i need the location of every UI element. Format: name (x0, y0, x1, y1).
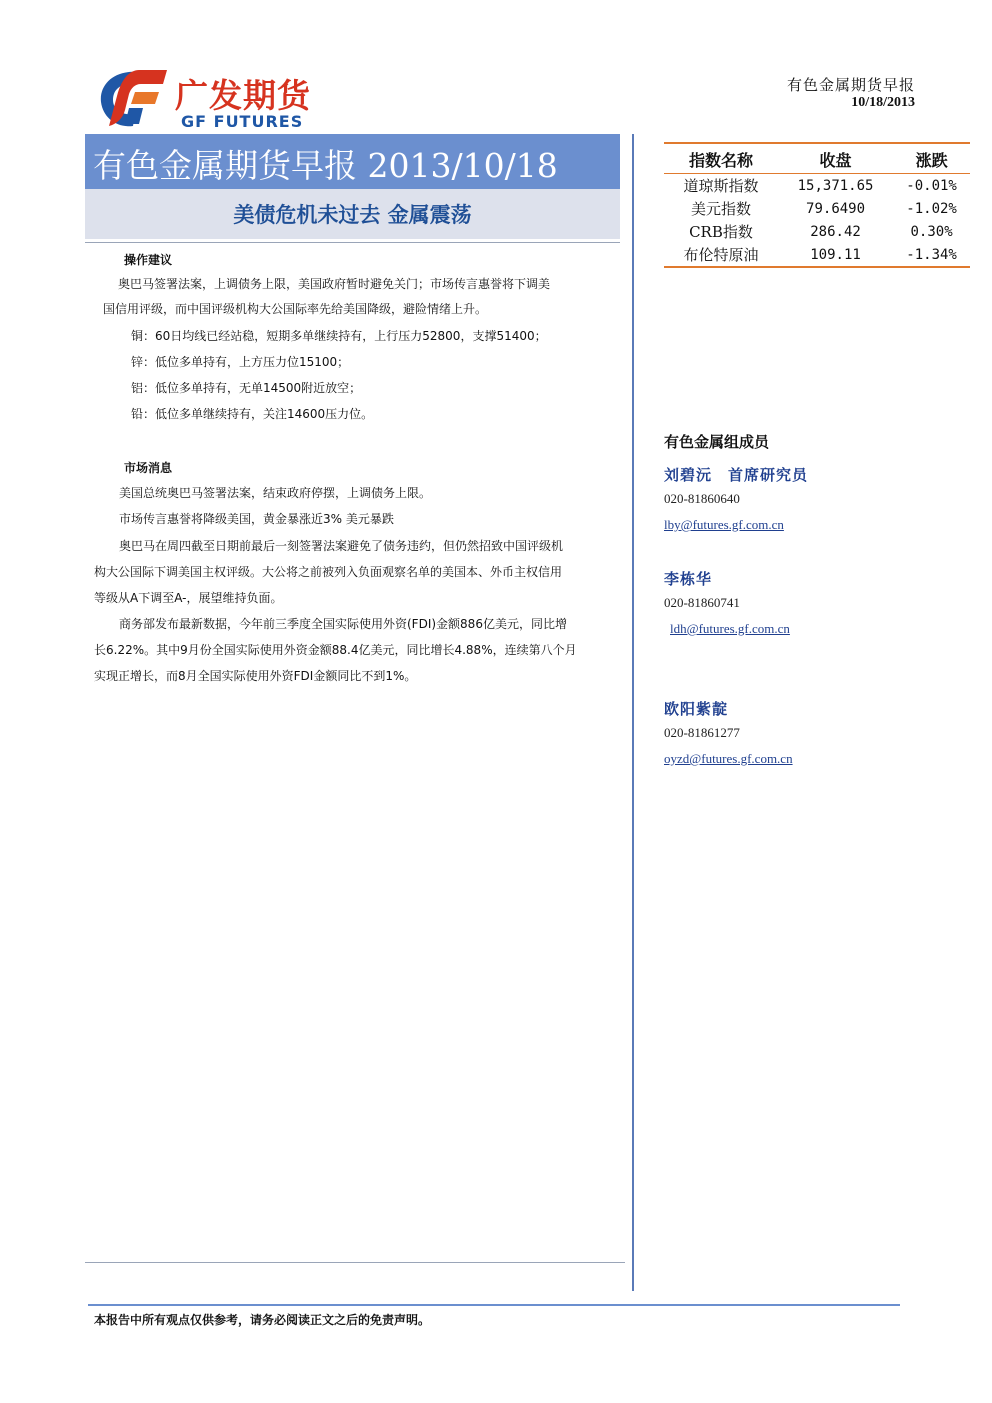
header-date: 10/18/2013 (851, 95, 915, 110)
index-table (664, 142, 970, 268)
table-row (664, 220, 970, 243)
close-cell: 15,371.65 (797, 177, 874, 194)
index-name-cell: CRB指数 (689, 223, 753, 241)
member-email-link[interactable]: oyzd@futures.gf.com.cn (664, 751, 793, 766)
team-title: 有色金属组成员 (664, 433, 770, 451)
index-name-cell: 道琼斯指数 (683, 177, 759, 195)
news-heading: 市场消息 (124, 461, 173, 475)
column-divider (632, 134, 634, 1291)
operations-line: 铅：低位多单继续持有，关注14600压力位。 (131, 407, 374, 421)
index-name-cell: 美元指数 (690, 200, 751, 218)
logo-chinese-text: 广发期货 (175, 76, 311, 115)
table-row (664, 174, 970, 198)
member-phone: 020-81860741 (664, 595, 740, 610)
operations-line: 奥巴马签署法案，上调债务上限，美国政府暂时避免关门；市场传言惠誉将下调美 (118, 277, 551, 291)
news-line: 构大公国际下调美国主权评级。大公将之前被列入负面观察名单的美国本、外币主权信用 (94, 565, 563, 579)
header-report-name: 有色金属期货早报 (786, 76, 915, 94)
index-table-header-row (664, 143, 970, 174)
news-line: 长6.22%。其中9月份全国实际使用外资金额88.4亿美元，同比增长4.88%，连续第八个月 (94, 643, 577, 657)
bottom-divider-rule (85, 1262, 625, 1263)
divider-rule (85, 242, 620, 243)
news-line: 奥巴马在周四截至日期前最后一刻签署法案避免了债务违约，但仍然招致中国评级机 (119, 539, 564, 553)
footer-disclaimer: 本报告中所有观点仅供参考，请务必阅读正文之后的免责声明。 (94, 1313, 431, 1327)
change-cell: -1.34% (893, 243, 970, 267)
member-name: 李栋华 (664, 570, 713, 588)
change-cell: -0.01% (906, 177, 957, 194)
news-line: 市场传言惠誉将降级美国，黄金暴涨近3% 美元暴跌 (119, 512, 394, 526)
operations-line: 锌：低位多单持有，上方压力位15100； (131, 355, 350, 369)
close-cell: 79.6490 (806, 200, 866, 217)
logo-english-text: GF FUTURES (181, 112, 304, 131)
member-phone: 020-81860640 (664, 491, 740, 506)
member-name: 欧阳紫靛 (664, 700, 729, 718)
report-subtitle: 美债危机未过去 金属震荡 (233, 203, 472, 227)
member-name: 刘碧沅 首席研究员 (664, 466, 809, 484)
table-row (664, 197, 970, 220)
news-line: 等级从A下调至A-，展望维持负面。 (94, 591, 283, 605)
operations-line: 国信用评级，而中国评级机构大公国际率先给美国降级，避险情绪上升。 (103, 302, 488, 316)
member-phone: 020-81861277 (664, 725, 740, 740)
gf-logo-mark-icon (95, 66, 169, 132)
close-cell: 109.11 (778, 243, 893, 267)
change-cell: 0.30% (910, 223, 953, 240)
table-row (664, 243, 970, 267)
column-header: 指数名称 (664, 143, 778, 174)
member-email-link[interactable]: ldh@futures.gf.com.cn (670, 621, 790, 636)
news-line: 美国总统奥巴马签署法案，结束政府停摆，上调债务上限。 (119, 486, 432, 500)
news-line: 商务部发布最新数据，今年前三季度全国实际使用外资(FDI)金额886亿美元，同比增 (119, 617, 567, 631)
close-cell: 286.42 (810, 223, 861, 240)
change-cell: -1.02% (906, 200, 957, 217)
news-line: 实现正增长，而8月全国实际使用外资FDI金额同比不到1%。 (94, 669, 417, 683)
operations-line: 铜：60日均线已经站稳，短期多单继续持有，上行压力52800，支撑51400； (131, 329, 547, 343)
gf-futures-logo (95, 66, 345, 136)
member-email-link[interactable]: lby@futures.gf.com.cn (664, 517, 784, 532)
report-title: 有色金属期货早报 2013/10/18 (93, 146, 558, 185)
column-header: 收盘 (778, 143, 893, 174)
index-name-cell: 布伦特原油 (664, 243, 778, 267)
operations-line: 铝：低位多单持有，无单14500附近放空； (131, 381, 362, 395)
column-header: 涨跌 (893, 143, 970, 174)
footer-rule (88, 1304, 900, 1306)
operations-heading: 操作建议 (124, 253, 173, 267)
